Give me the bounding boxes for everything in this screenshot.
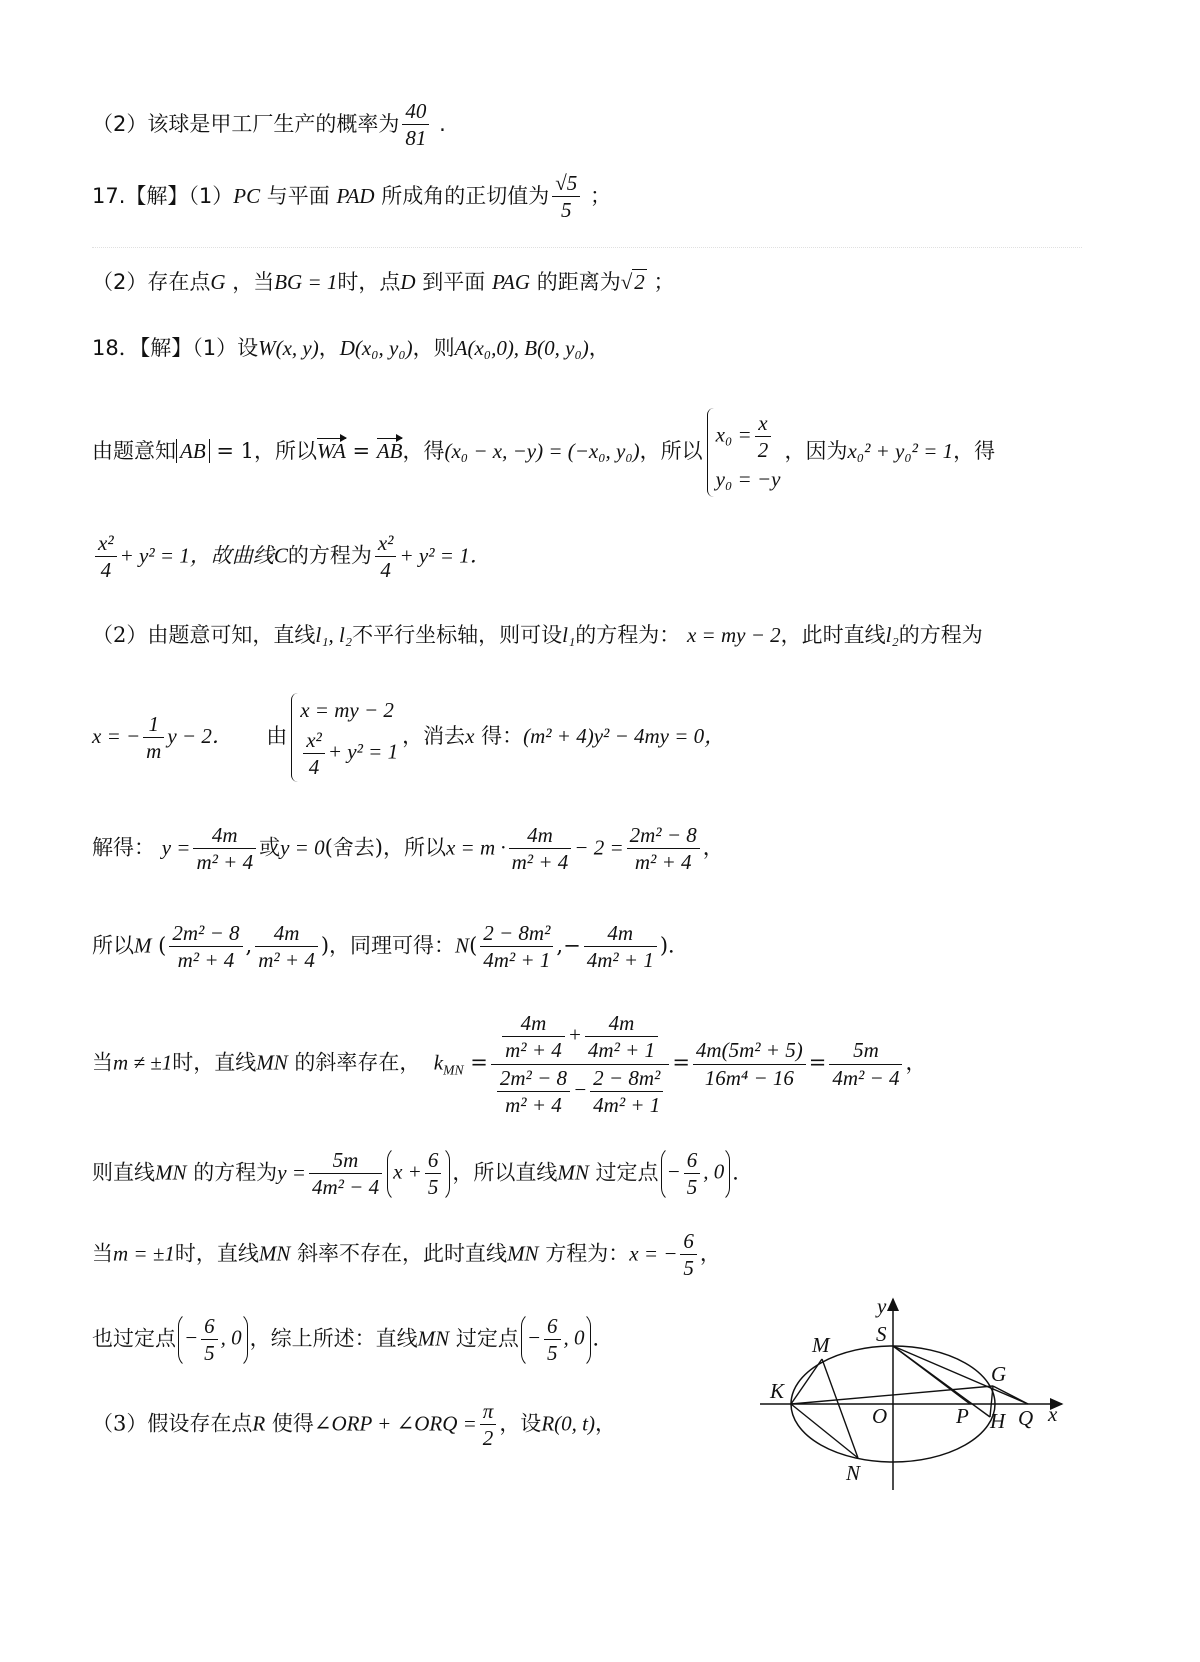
text: 当 — [92, 1241, 113, 1266]
text: = 1，所以 — [216, 439, 317, 463]
tangent-fraction — [552, 170, 580, 224]
text: 的距离为 — [530, 270, 621, 294]
text: （2）存在点 — [92, 270, 211, 294]
line-12 — [92, 1146, 753, 1202]
line-mn: MN — [256, 1050, 288, 1075]
text: 由 — [266, 724, 288, 748]
fraction: $\frac{\text{4m(5m² + 5)}}{\text{16m⁴ − 16}}$ — [693, 1037, 806, 1091]
line-mn: MN — [557, 1160, 589, 1185]
label-x: x — [1048, 1402, 1058, 1426]
line-4 — [92, 338, 610, 359]
label-n: N — [846, 1461, 861, 1485]
var-x: x — [465, 724, 475, 748]
chord-kg — [791, 1386, 993, 1404]
text: 不平行坐标轴，则可设 — [352, 623, 563, 647]
text: 方程为： — [545, 1241, 630, 1266]
line-7 — [92, 625, 983, 646]
text: − 2 = — [574, 835, 624, 860]
text: x = m · — [445, 835, 506, 860]
slope-sub: MN — [443, 1062, 464, 1078]
label-s: S — [876, 1322, 887, 1346]
fraction: $\frac{4m}{\text{m² + 4}}$ — [509, 822, 572, 876]
text: 的方程为： — [575, 623, 681, 647]
point-r-coord: R(0, t) — [541, 1411, 595, 1436]
divider — [92, 247, 1082, 248]
text: 时，点 — [337, 270, 401, 294]
text: ，综上所述：直线 — [249, 1326, 418, 1351]
line-mn: MN — [507, 1241, 539, 1266]
line-8 — [92, 693, 725, 782]
slope-k: k — [433, 1050, 444, 1075]
label-p: P — [956, 1404, 969, 1428]
fraction: $\frac{4m}{\text{m² + 4}}$ — [255, 920, 318, 974]
line-mn: MN — [258, 1241, 291, 1266]
text: ，同理可得： — [329, 933, 456, 958]
text: ，消去 — [402, 724, 466, 748]
text: + y² = 1，故曲线 — [119, 543, 274, 568]
fraction: $\frac{5m}{\text{4m² − 4}}$ — [829, 1037, 902, 1091]
label-g: G — [991, 1362, 1007, 1386]
segment-pc: PC — [233, 183, 261, 208]
fraction: $\frac{\text{x²}}{4}$ — [95, 530, 117, 584]
text: y = — [277, 1160, 306, 1185]
text: 得： — [481, 724, 524, 748]
point-d: D — [400, 270, 416, 294]
text: ． — [668, 933, 690, 958]
text: 当 — [92, 1050, 113, 1075]
fixed-point: − $\frac{6}{5}$ , 0 — [661, 1146, 731, 1202]
line-3 — [92, 272, 674, 293]
label-k: K — [770, 1379, 785, 1403]
text: y = 0 — [280, 835, 325, 860]
compound-fraction: $\frac{4m}{\text{m² + 4}}$ + $\frac{4m}{\text{4m² + 1}}$ $\frac{\text{2m² − 8}}{\text{m² + 4}}$ − $\frac{\text{2 − 8m²}}{\text{4m² + 1}}$ — [491, 1010, 669, 1118]
text: 的方程为 — [287, 543, 372, 568]
vector-wa: WA — [316, 439, 346, 463]
fraction: $\frac{\text{x²}}{4}$ — [375, 530, 397, 584]
point-n: N — [455, 933, 470, 958]
ellipse-figure — [760, 1295, 1070, 1495]
text: ， — [594, 1411, 616, 1436]
equation: (m² + 4)y² − 4my = 0， — [523, 724, 726, 748]
text: （3）假设存在点 — [92, 1411, 253, 1436]
line-10: 所以M ( $\frac{\text{2m² − 8}}{\text{m² + 4}}$ , $\frac{4m}{\text{m² + 4}}$ )，同理可得：N( $\frac{\text{2 − 8m²}}{\text{4m² + 1}}$ ,− $\frac{4m}{\text{4m² + 1}}$ )． — [92, 921, 690, 973]
period: . — [439, 111, 446, 136]
system-1: x₀ = $\frac{x}{2}$ y₀ = −y — [707, 408, 781, 497]
fraction: $\frac{\text{2m² − 8}}{\text{m² + 4}}$ — [169, 920, 242, 974]
condition: m ≠ ±1 — [113, 1050, 173, 1075]
fixed-point: − $\frac{6}{5}$ , 0 — [521, 1312, 591, 1368]
text: ，得 — [953, 439, 996, 463]
chord-sp — [893, 1346, 970, 1404]
system-2: x = my − 2 $\frac{\text{x²}}{4}$ + y² = 1 — [291, 693, 398, 782]
line-gq — [993, 1386, 1028, 1404]
semicolon: ； — [590, 183, 611, 208]
text: = — [470, 1050, 488, 1075]
line-l1: l₁ — [562, 623, 576, 647]
line-6 — [92, 530, 491, 584]
line-14 — [92, 1312, 614, 1368]
fraction: $\frac{4m}{\text{m² + 4}}$ — [193, 822, 256, 876]
line-13 — [92, 1228, 721, 1282]
text: ，设 — [499, 1411, 542, 1436]
text: 的方程为 — [193, 1160, 278, 1185]
points-ab: A(x₀,0), B(0, y₀) — [454, 336, 589, 360]
lines-l1-l2: l₁, l₂ — [315, 623, 353, 647]
label-q: Q — [1018, 1406, 1034, 1430]
text: 到平面 — [415, 270, 492, 294]
probability-fraction — [402, 98, 429, 152]
text: x = − — [629, 1241, 678, 1266]
label-h: H — [990, 1409, 1006, 1433]
semicolon: ； — [653, 270, 675, 294]
equation: x = my − 2 — [686, 623, 781, 647]
text: （2）由题意可知，直线 — [92, 623, 316, 647]
text: 使得 — [271, 1411, 314, 1436]
text: 也过定点 — [92, 1326, 176, 1351]
text: 所成角的正切值为 — [374, 183, 550, 208]
text: y = — [161, 835, 191, 860]
line-15 — [92, 1398, 616, 1452]
fraction: $\frac{\pi}{2}$ — [480, 1398, 497, 1452]
text: ， — [588, 336, 610, 360]
text: 解得： — [92, 835, 155, 860]
text: 的斜率存在， — [294, 1050, 421, 1075]
text: 与平面 — [260, 183, 337, 208]
line-11 — [92, 1010, 926, 1118]
fraction: $\frac{5m}{\text{4m² − 4}}$ — [309, 1147, 382, 1201]
plane-pag: PAG — [491, 270, 531, 294]
fixed-point: − $\frac{6}{5}$ , 0 — [178, 1312, 248, 1368]
line-mn: MN — [417, 1326, 450, 1351]
line-1 — [92, 98, 446, 152]
text: 时，直线 — [172, 1050, 257, 1075]
text: + y² = 1． — [399, 543, 491, 568]
condition: m = ±1 — [113, 1241, 175, 1266]
text: ． — [592, 1326, 614, 1351]
fraction: $\frac{4m}{\text{4m² + 1}}$ — [584, 920, 657, 974]
vector-ab: AB — [376, 439, 403, 463]
abs-ab: AB — [176, 439, 210, 463]
text: 则直线 — [92, 1160, 155, 1185]
text: 由题意知 — [92, 439, 176, 463]
line-l2: l₂ — [885, 623, 899, 647]
fraction: $\frac{6}{5}$ — [680, 1228, 697, 1282]
text: 所以 — [92, 933, 134, 958]
label-y: y — [877, 1295, 887, 1318]
text: ， — [702, 835, 724, 860]
text: 过定点 — [455, 1326, 519, 1351]
condition: BG = 1 — [274, 270, 338, 294]
point-d: D(x₀, y₀) — [339, 336, 413, 360]
text: x = − — [92, 724, 141, 748]
text: = — [808, 1050, 827, 1075]
text: (舍去)，所以 — [324, 835, 446, 860]
text: 时，直线 — [174, 1241, 259, 1266]
denominator: 81 — [405, 126, 427, 151]
text: 或 — [259, 835, 281, 860]
text: ，当 — [232, 270, 275, 294]
label: 17.【解】（1） — [92, 183, 234, 208]
line-5 — [92, 408, 995, 497]
text: ， — [905, 1050, 927, 1075]
fraction: $\frac{1}{m}$ — [143, 711, 164, 765]
line-9 — [92, 822, 724, 876]
text: ． — [732, 1160, 754, 1185]
curve-c: C — [273, 543, 288, 568]
circle-eq: x₀² + y₀² = 1 — [847, 439, 954, 463]
fraction: $\frac{\text{2m² − 8}}{\text{m² + 4}}$ — [627, 822, 700, 876]
numerator: √5 — [552, 170, 580, 197]
fraction: $\frac{\text{2 − 8m²}}{\text{4m² + 1}}$ — [480, 920, 553, 974]
text: = — [672, 1050, 690, 1075]
text: y − 2． — [167, 724, 233, 748]
line-mn: MN — [155, 1160, 187, 1185]
text: （2）该球是甲工厂生产的概率为 — [92, 111, 400, 136]
numerator: 40 — [402, 98, 429, 125]
paren: x + $\frac{6}{5}$ — [387, 1146, 450, 1202]
point-r: R — [252, 1411, 266, 1436]
label-m: M — [812, 1333, 830, 1357]
sqrt-value: √2 — [620, 270, 645, 294]
text: ，得 — [402, 439, 445, 463]
label-o: O — [872, 1404, 888, 1428]
point-g: G — [210, 270, 226, 294]
text: ， — [318, 336, 340, 360]
text: ，所以 — [639, 439, 703, 463]
chord-km — [791, 1359, 822, 1404]
text: ，所以直线 — [452, 1160, 558, 1185]
point-m: M — [134, 933, 152, 958]
text: = — [352, 439, 371, 463]
text: ， — [699, 1241, 721, 1266]
text: 的方程为 — [898, 623, 983, 647]
text: ，因为 — [784, 439, 848, 463]
vector-eq: (x₀ − x, −y) = (−x₀, y₀) — [444, 439, 640, 463]
text: 过定点 — [595, 1160, 659, 1185]
plane-pad: PAD — [336, 183, 375, 208]
point-w: W(x, y) — [258, 336, 319, 360]
angle-eq: ∠ORP + ∠ORQ = — [313, 1411, 477, 1436]
text: 斜率不存在，此时直线 — [297, 1241, 508, 1266]
text: ，此时直线 — [780, 623, 886, 647]
text: ，则 — [412, 336, 455, 360]
label: 18．【解】（1）设 — [92, 336, 259, 360]
denominator: 5 — [561, 198, 572, 223]
line-2 — [92, 170, 611, 224]
